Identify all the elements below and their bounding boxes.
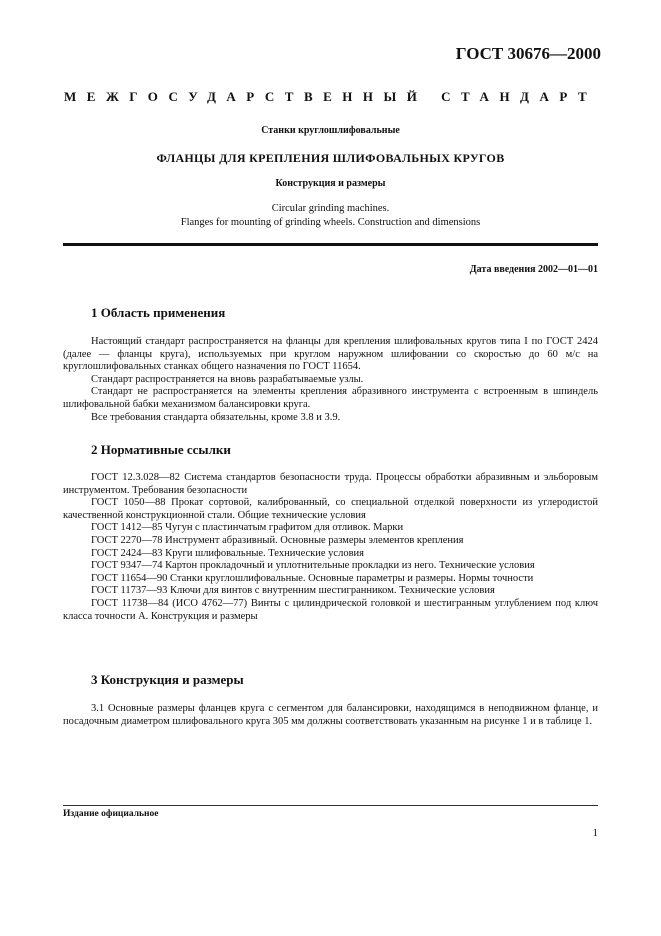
section-body-references	[63, 472, 598, 623]
document-title: ФЛАНЦЫ ДЛЯ КРЕПЛЕНИЯ ШЛИФОВАЛЬНЫХ КРУГОВ	[156, 151, 505, 165]
title-divider	[63, 243, 598, 246]
section-heading-scope: 1 Область применения	[91, 305, 226, 320]
reference-item: ГОСТ 11654—90 Станки круглошлифовальные. Основные параметры и размеры. Нормы точности	[91, 572, 534, 584]
section-heading-construction: 3 Конструкция и размеры	[91, 672, 244, 687]
subtitle-ru: Станки круглошлифовальные	[261, 125, 400, 136]
reference-item: ГОСТ 9347—74 Картон прокладочный и уплотнительные прокладки из него. Технические условия	[91, 560, 535, 572]
paragraph: Стандарт не распространяется на элементы крепления абразивного инструмента с встроенным в шпиндель шлифовальной бабки механизмом балансировки круга.	[63, 386, 598, 410]
paragraph: Настоящий стандарт распространяется на фланцы для крепления шлифовальных кругов типа I по ГОСТ 2424 (далее — фланцы круга), используемых при круглом наружном шлифовании со скоростью до 60 м/с на круглошлифовальных станках общего назначения по ГОСТ 11654.	[63, 336, 598, 373]
reference-item: ГОСТ 12.3.028—82 Система стандартов безопасности труда. Процессы обработки абразивным и эльборовым инструментом. Требования безопасности	[63, 472, 598, 496]
introduction-date: Дата введения 2002—01—01	[469, 264, 598, 275]
section-heading-references: 2 Нормативные ссылки	[91, 442, 231, 457]
reference-item: ГОСТ 2270—78 Инструмент абразивный. Основные размеры элементов крепления	[91, 534, 464, 546]
document-code: ГОСТ 30676—2000	[455, 44, 601, 63]
standard-type-heading: МЕЖГОСУДАРСТВЕННЫЙ СТАНДАРТ	[64, 89, 598, 104]
title-en-line2: Flanges for mounting of grinding wheels. Construction and dimensions	[180, 217, 481, 228]
reference-item: ГОСТ 11738—84 (ИСО 4762—77) Винты с цилиндрической головкой и шестигранным углублением под ключ класса точности А. Конструкция и размеры	[63, 597, 598, 622]
section-body-construction	[63, 703, 598, 728]
edition-note: Издание официальное	[63, 809, 159, 819]
title-en-line1: Circular grinding machines.	[271, 203, 390, 214]
paragraph: Все требования стандарта обязательны, кроме 3.8 и 3.9.	[91, 411, 341, 423]
reference-item: ГОСТ 2424—83 Круги шлифовальные. Технические условия	[91, 547, 364, 559]
reference-item: ГОСТ 11737—93 Ключи для винтов с внутренним шестигранником. Технические условия	[91, 585, 495, 597]
page-number: 1	[592, 827, 598, 839]
reference-item: ГОСТ 1050—88 Прокат сортовой, калиброванный, со специальной отделкой поверхности из углеродистой качественной конструкционной стали. Общие технические условия	[63, 497, 598, 521]
paragraph: Стандарт распространяется на вновь разрабатываемые узлы.	[91, 373, 364, 385]
title-description: Конструкция и размеры	[275, 178, 386, 189]
section-body-scope	[63, 336, 598, 424]
reference-item: ГОСТ 1412—85 Чугун с пластинчатым графитом для отливок. Марки	[91, 522, 404, 534]
paragraph: 3.1 Основные размеры фланцев круга с сегментом для балансировки, находящимся в неподвижном фланце, и посадочным диаметром шлифовального круга 305 мм должны соответствовать указанным на рисунке 1 и в таблице 1.	[63, 703, 598, 727]
footer-divider	[63, 805, 598, 806]
